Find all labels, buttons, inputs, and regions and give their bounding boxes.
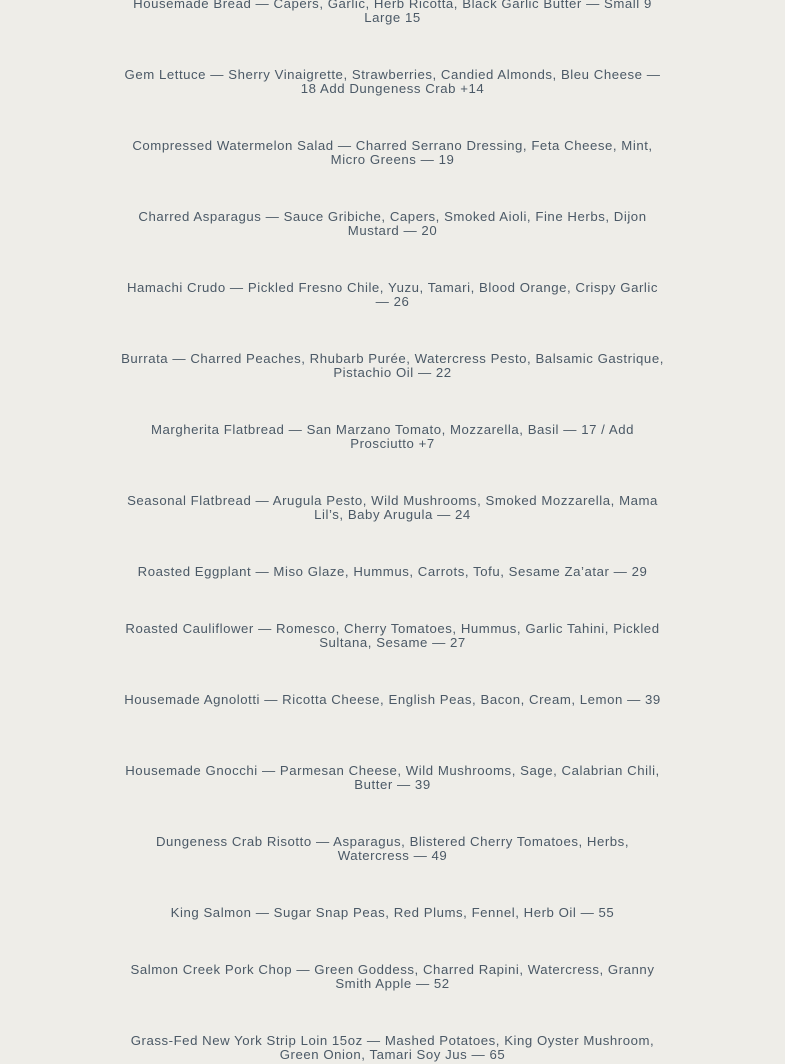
menu-item-seasonal-flatbread: Seasonal Flatbread — Arugula Pesto, Wild Mushrooms, Smoked Mozzarella, Mama Lil’s, Baby Arugula — 24: [127, 493, 658, 522]
menu-item-hamachi-crudo: Hamachi Crudo — Pickled Fresno Chile, Yuzu, Tamari, Blood Orange, Crispy Garlic — 26: [126, 280, 659, 309]
menu-item-gem-lettuce: Gem Lettuce — Sherry Vinaigrette, Strawberries, Candied Almonds, Bleu Cheese — 18 Add Dungeness Crab +14: [124, 67, 661, 96]
menu-item-charred-asparagus: Charred Asparagus — Sauce Gribiche, Capers, Smoked Aioli, Fine Herbs, Dijon Mustard — 20: [138, 209, 647, 238]
menu-item-housemade-agnolotti: Housemade Agnolotti — Ricotta Cheese, English Peas, Bacon, Cream, Lemon — 39: [124, 692, 661, 707]
menu-item-king-salmon: King Salmon — Sugar Snap Peas, Red Plums, Fennel, Herb Oil — 55: [170, 905, 615, 920]
menu-item-new-york-strip-loin: Grass-Fed New York Strip Loin 15oz — Mashed Potatoes, King Oyster Mushroom, Green Onion, Tamari Soy Jus — 65: [130, 1033, 655, 1062]
menu-item-compressed-watermelon-salad: Compressed Watermelon Salad — Charred Serrano Dressing, Feta Cheese, Mint, Micro Greens — 19: [132, 138, 653, 167]
menu-item-burrata: Burrata — Charred Peaches, Rhubarb Purée, Watercress Pesto, Balsamic Gastrique, Pistachio Oil — 22: [121, 351, 664, 380]
menu-item-roasted-eggplant: Roasted Eggplant — Miso Glaze, Hummus, Carrots, Tofu, Sesame Za’atar — 29: [137, 564, 648, 579]
menu-item-salmon-creek-pork-chop: Salmon Creek Pork Chop — Green Goddess, Charred Rapini, Watercress, Granny Smith Apple — 52: [130, 962, 655, 991]
menu-item-housemade-bread: Housemade Bread — Capers, Garlic, Herb Ricotta, Black Garlic Butter — Small 9 Large 15: [133, 0, 652, 25]
menu-item-housemade-gnocchi: Housemade Gnocchi — Parmesan Cheese, Wild Mushrooms, Sage, Calabrian Chili, Butter — 39: [125, 763, 660, 792]
menu-item-margherita-flatbread: Margherita Flatbread — San Marzano Tomato, Mozzarella, Basil — 17 / Add Prosciutto +7: [151, 422, 634, 451]
menu-item-dungeness-crab-risotto: Dungeness Crab Risotto — Asparagus, Blistered Cherry Tomatoes, Herbs, Watercress — 49: [155, 834, 630, 863]
menu-item-roasted-cauliflower: Roasted Cauliflower — Romesco, Cherry Tomatoes, Hummus, Garlic Tahini, Pickled Sultana, Sesame — 27: [125, 621, 660, 650]
